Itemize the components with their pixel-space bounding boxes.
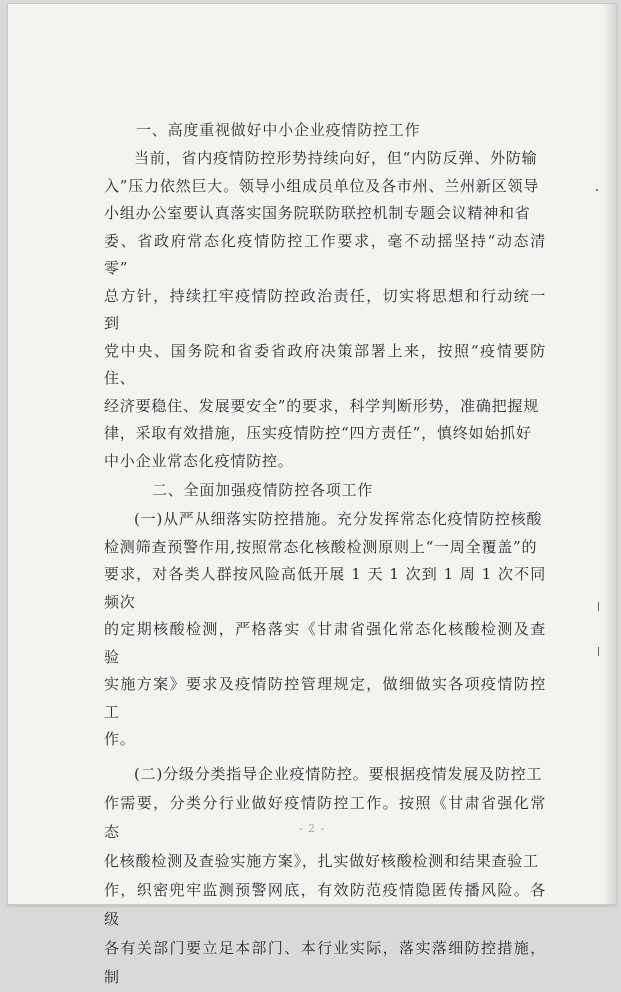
item-2-paragraph: (二)分级分类指导企业疫情防控。要根据疫情发展及防控工 作需要，分类分行业做好疫情防控工作。按照《甘肃省强化常态 化核酸检测及查验实施方案》，扎实做好核酸检测和结果查验工 作，织密兜牢监测预警网底，有效防范疫情隐匿传播风险。各级 各有关部门要立足本部门、本行业实际，落实落细防控措施，制: [104, 764, 546, 986]
page-number: - 2 -: [298, 822, 326, 835]
section-1-heading: 一、高度重视做好中小企业疫情防控工作: [136, 121, 421, 139]
section-1-paragraph: 当前，省内疫情防控形势持续向好，但“内防反弹、外防输 入”压力依然巨大。领导小组成员单位及各市州、兰州新区领导 小组办公室要认真落实国务院联防联控机制专题会议精神和省 委、省政府常态化疫情防控工作要求，毫不动摇坚持“动态清零” 总方针，持续扛牢疫情防控政治责任，切实将思想和行动统一到 党中央、国务院和省委省政府决策部署上来，按照“疫情要防住、 经济要稳住、发展要安全”的要求，科学判断形势，准确把握规 律，采取有效措施，压实疫情防控“四方责任”，慎终如始抓好 中小企业常态化疫情防控。: [104, 149, 546, 470]
scan-speck: [596, 189, 598, 191]
item-1-paragraph: (一)从严从细落实防控措施。充分发挥常态化疫情防控核酸 检测筛查预警作用,按照常态化核酸检测原则上“一周全覆盖”的 要求，对各类人群按风险高低开展 1 天 1 次到 1 周 1 次不同频次 的定期核酸检测，严格落实《甘肃省强化常态化核酸检测及查验 实施方案》要求及疫情防控管理规定，做细做实各项疫情防控工 作。: [104, 510, 546, 748]
section-2-heading: 二、全面加强疫情防控各项工作: [152, 481, 374, 499]
scan-mark: [598, 602, 599, 611]
scan-mark: [598, 647, 599, 656]
scan-edge-shadow: [602, 4, 616, 904]
document-page: [8, 4, 616, 986]
document-body: [104, 116, 546, 992]
